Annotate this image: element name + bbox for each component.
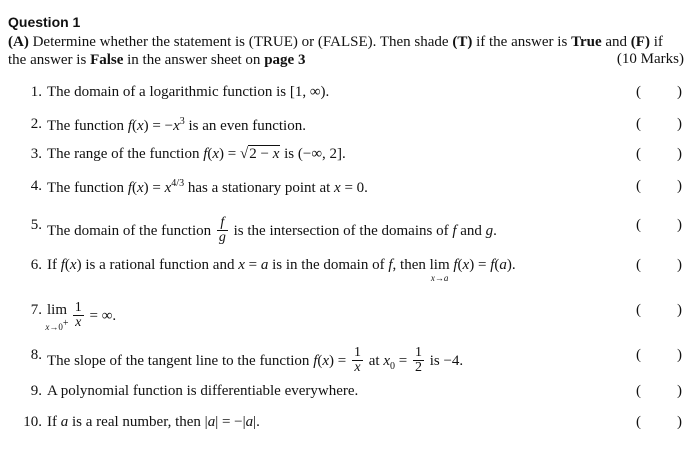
answer-box[interactable] [636, 414, 682, 431]
answer-box[interactable] [636, 116, 682, 133]
item-text: The range of the function f(x) = √2 − x is (−∞, 2]. [47, 146, 346, 162]
question-title: Question 1 [8, 14, 81, 30]
paren-open: ( [636, 383, 641, 399]
statement-item [0, 345, 700, 375]
answer-box[interactable] [636, 302, 682, 319]
paren-close: ) [677, 217, 682, 233]
answer-box[interactable] [636, 347, 682, 364]
item-number: 9. [30, 383, 42, 399]
instructions [8, 33, 684, 69]
paren-close: ) [677, 302, 682, 318]
page-reference: page 3 [264, 52, 306, 68]
instructions-text: if the answer is [472, 34, 572, 50]
item-number: 2. [30, 116, 42, 132]
statement-item [0, 178, 700, 200]
paren-close: ) [677, 383, 682, 399]
marks-label: (10 Marks) [616, 51, 684, 67]
part-label: (A) [8, 34, 29, 50]
statement-item [0, 300, 700, 332]
item-text: The function $f(x) = x^{4/3}$ has a stationary point at x = 0. [47, 178, 368, 196]
paren-close: ) [677, 257, 682, 273]
false-word: False [90, 52, 124, 68]
statement-item [0, 414, 700, 436]
paren-open: ( [636, 217, 641, 233]
paren-open: ( [636, 257, 641, 273]
item-text: The domain of a logarithmic function is [1, ∞). [47, 84, 330, 100]
instructions-text: if the answer is [8, 34, 663, 68]
paren-open: ( [636, 178, 641, 194]
paren-close: ) [677, 414, 682, 430]
answer-box[interactable] [636, 146, 682, 163]
item-number: 3. [30, 146, 42, 162]
answer-box[interactable] [636, 383, 682, 400]
instructions-text: and [601, 34, 631, 50]
paren-close: ) [677, 178, 682, 194]
item-text: The slope of the tangent line to the function f(x) = $\frac{1}{x}$ at $x_0$ = $\frac{1}{2}$ is −4. [47, 345, 464, 375]
paren-close: ) [677, 146, 682, 162]
item-number: 7. [30, 302, 42, 318]
paren-open: ( [636, 302, 641, 318]
answer-box[interactable] [636, 84, 682, 101]
item-text: If a is a real number, then |a| = −|a|. [47, 414, 260, 430]
instructions-text: in the answer sheet on [123, 52, 265, 68]
paren-close: ) [677, 116, 682, 132]
paren-open: ( [636, 84, 641, 100]
item-number: 10. [23, 414, 42, 430]
paren-open: ( [636, 116, 641, 132]
instructions-text: Determine whether the statement is (TRUE) or (FALSE). Then shade [28, 34, 453, 50]
answer-box[interactable] [636, 178, 682, 195]
statement-item [0, 84, 700, 106]
statement-item [0, 215, 700, 245]
false-label: (F) [630, 34, 650, 50]
paren-close: ) [677, 84, 682, 100]
item-number: 1. [30, 84, 42, 100]
true-label: (T) [452, 34, 473, 50]
item-text: If f(x) is a rational function and x = a is in the domain of f, then lim x→a f(x) = f(a). [47, 257, 516, 283]
item-number: 4. [30, 178, 42, 194]
paren-close: ) [677, 347, 682, 363]
paren-open: ( [636, 347, 641, 363]
paren-open: ( [636, 146, 641, 162]
statement-item [0, 146, 700, 168]
item-text: The function $f(x) = -x^3$ is an even function. [47, 116, 306, 134]
item-text: The domain of the function $\frac{f}{g}$ is the intersection of the domains of f and g. [47, 215, 497, 245]
statement-item [0, 116, 700, 138]
item-text: lim x→0+ $\frac{1}{x}$ = ∞. [45, 300, 117, 332]
item-number: 6. [30, 257, 42, 273]
answer-box[interactable] [636, 257, 682, 274]
item-number: 5. [30, 217, 42, 233]
item-text: A polynomial function is differentiable everywhere. [47, 383, 359, 399]
answer-box[interactable] [636, 217, 682, 234]
item-number: 8. [30, 347, 42, 363]
statement-item [0, 383, 700, 405]
true-word: True [571, 34, 602, 50]
statement-item [0, 257, 700, 283]
paren-open: ( [636, 414, 641, 430]
